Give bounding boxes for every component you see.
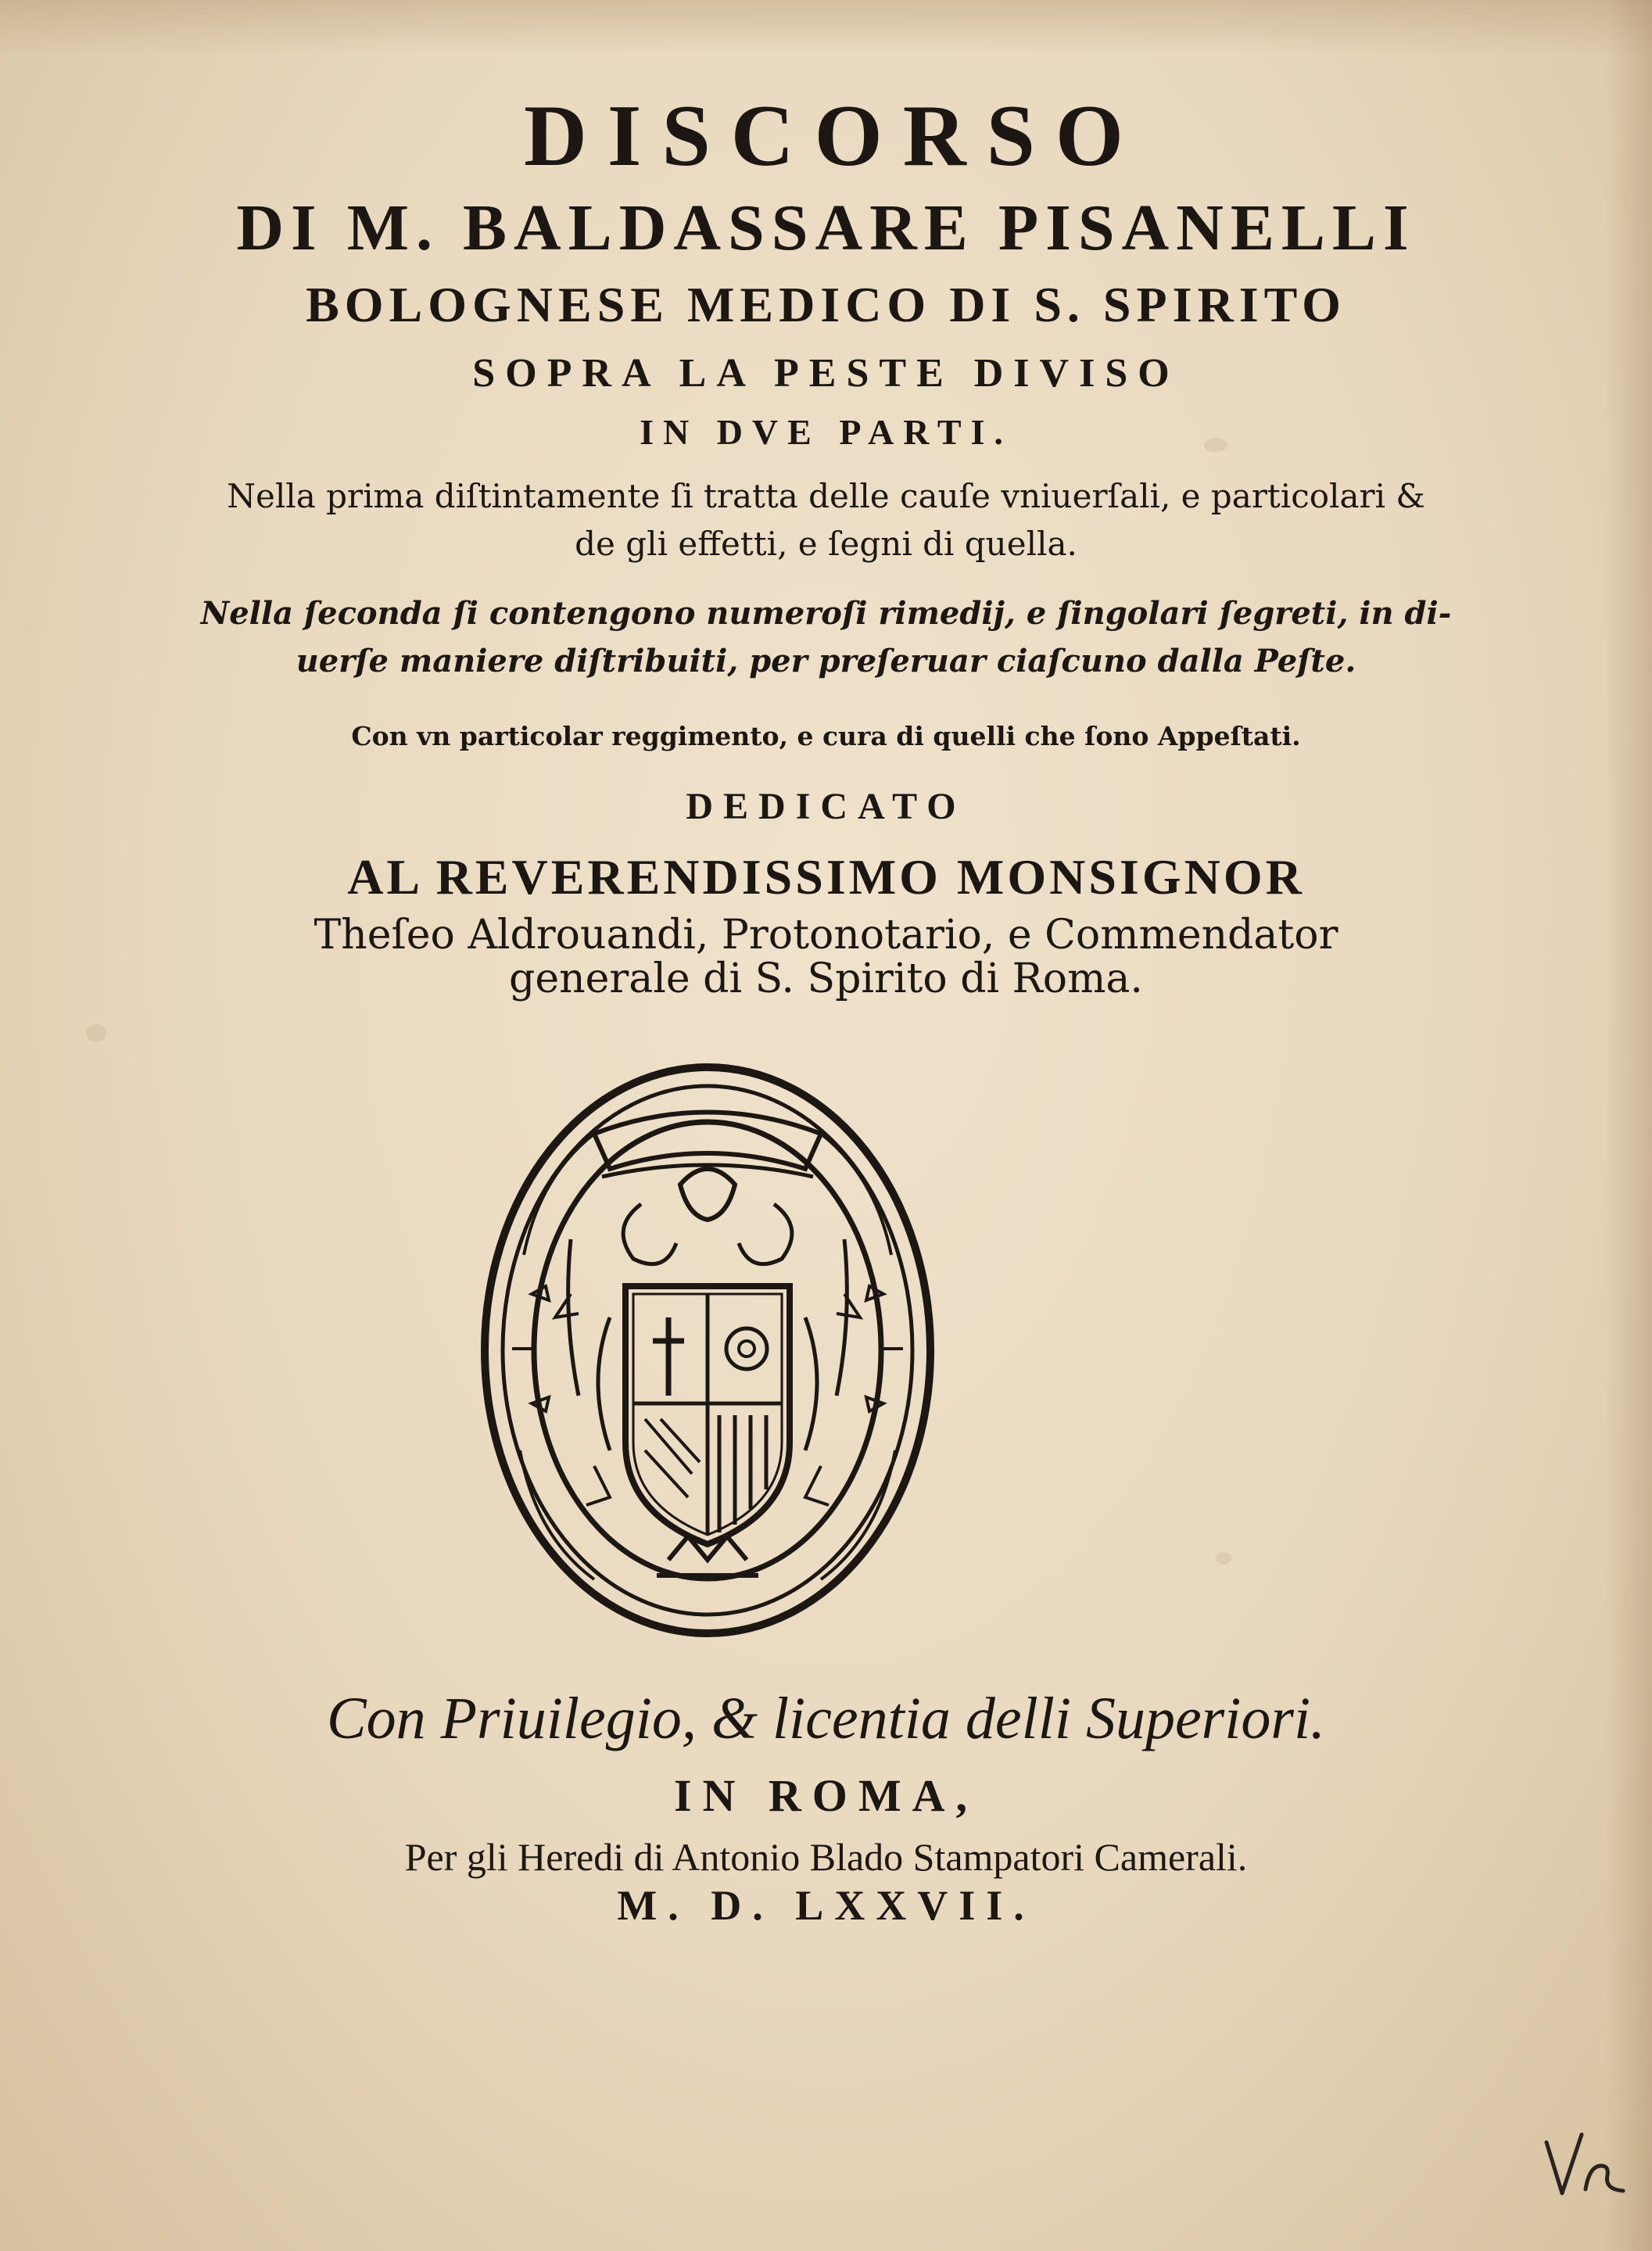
parts-line: IN DVE PARTI. <box>640 412 1012 452</box>
dedication-name-line1: Theſeo Aldrouandi, Protonotario, e Commendator <box>314 912 1338 959</box>
paper-stain <box>86 1024 106 1041</box>
dedication-name-line2: generale di S. Spirito di Roma. <box>509 955 1143 1002</box>
dedication-heading: DEDICATO <box>686 786 966 827</box>
part1-line1: Nella prima diſtintamente ſi tratta delle cauſe vniuerſali, e particolari & <box>227 477 1425 515</box>
part2-line2: uerſe maniere diſtribuiti, per preſeruar ciaſcuno dalla Peſte. <box>296 643 1356 679</box>
author-affiliation: BOLOGNESE MEDICO DI S. SPIRITO <box>306 277 1346 332</box>
part2-line1: Nella ſeconda ſi contengono numeroſi rimedij, e ſingolari ſegreti, in di- <box>200 595 1452 632</box>
page-title: DISCORSO <box>523 88 1145 185</box>
imprint-place: IN ROMA, <box>673 1770 979 1821</box>
paper-edge-top <box>0 0 1652 55</box>
part3-line: Con vn particolar reggimento, e cura di quelli che ſono Appeſtati. <box>351 721 1301 751</box>
imprint-date: M. D. LXXVII. <box>617 1882 1035 1929</box>
part1-line2: de gli effetti, e ſegni di quella. <box>575 525 1077 563</box>
imprint-printer: Per gli Heredi di Antonio Blado Stampatori Camerali. <box>404 1835 1248 1879</box>
paper-stain <box>1216 1552 1231 1565</box>
privilege-line: Con Priuilegio, & licentia delli Superiori. <box>326 1686 1326 1751</box>
author-line: DI M. BALDASSARE PISANELLI <box>236 192 1416 264</box>
subject-line: SOPRA LA PESTE DIVISO <box>472 351 1180 396</box>
printers-device-seal-icon <box>477 1059 938 1642</box>
dedication-addressee: AL REVERENDISSIMO MONSIGNOR <box>347 849 1305 905</box>
handwritten-mark-icon <box>1539 2127 1632 2213</box>
